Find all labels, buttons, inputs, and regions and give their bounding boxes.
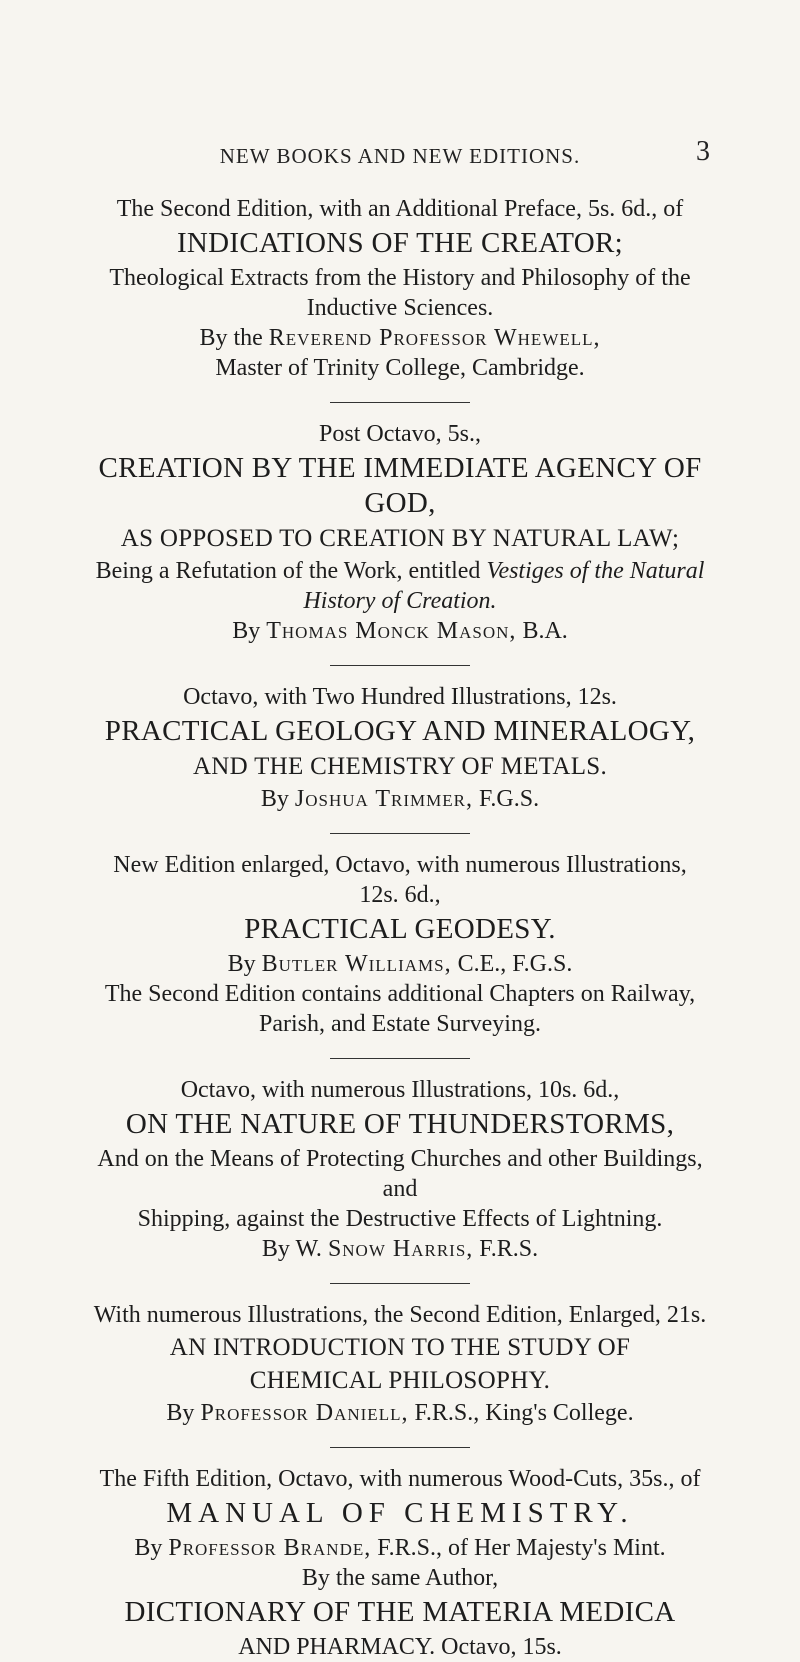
page-number: 3 [696,136,710,167]
section-divider [330,1447,470,1448]
book-entry-geology [92,682,708,814]
book-title: INDICATIONS OF THE CREATOR; [176,227,624,259]
author-name: Butler Williams, [261,951,452,977]
book-entry-chemistry-manual [92,1464,708,1662]
edition-note: Post Octavo, 5s., [319,421,481,447]
cited-work-title: Vestiges of the Natural [486,558,705,584]
book-description: The Second Edition contains additional Chapters on Railway, [104,981,696,1007]
author-line [92,949,708,979]
book-entry-geodesy [92,850,708,1039]
edition-note: The Fifth Edition, Octavo, with numerous Wood-Cuts, 35s., of [99,1466,701,1492]
book-entry-creation [92,419,708,646]
book-title: DICTIONARY OF THE MATERIA MEDICA [124,1596,676,1628]
author-prefix: By [232,618,267,644]
author-name: Joshua Trimmer, [294,786,473,812]
author-name: Reverend Professor Whewell, [268,325,601,351]
author-line [92,1234,708,1264]
author-suffix: F.G.S. [473,786,540,812]
edition-note: Octavo, with numerous Illustrations, 10s. 6d., [180,1077,620,1103]
edition-note: New Edition enlarged, Octavo, with numerous Illustrations, 12s. 6d., [113,852,687,908]
author-prefix: By [260,786,295,812]
author-line [92,616,708,646]
section-divider [330,402,470,403]
book-entry-chemical-philosophy [92,1300,708,1428]
section-divider [330,833,470,834]
section-divider [330,1283,470,1284]
author-prefix: By [134,1535,169,1561]
book-title: PRACTICAL GEODESY. [244,913,556,945]
author-line [92,784,708,814]
book-entry-indications [92,194,708,383]
edition-note: With numerous Illustrations, the Second Edition, Enlarged, 21s. [93,1302,707,1328]
running-head: NEW BOOKS AND NEW EDITIONS. [219,144,581,168]
author-suffix: F.R.S., of Her Majesty's Mint. [371,1535,666,1561]
author-suffix: F.R.S., King's College. [408,1400,634,1426]
book-title-continued: AND PHARMACY. Octavo, 15s. [238,1634,562,1660]
author-suffix: B.A. [516,618,568,644]
book-listings [92,194,708,1662]
author-prefix: By W. [261,1236,328,1262]
book-description: Parish, and Estate Surveying. [259,1011,541,1037]
book-title-continued: AND THE CHEMISTRY OF METALS. [192,753,608,780]
author-affiliation: Master of Trinity College, Cambridge. [215,355,585,381]
book-title-continued: AS OPPOSED TO CREATION BY NATURAL LAW; [120,525,680,552]
book-description: Inductive Sciences. [306,295,494,321]
edition-note: The Second Edition, with an Additional Preface, 5s. 6d., of [116,196,684,222]
book-entry-thunderstorms [92,1075,708,1264]
author-prefix: By the [199,325,269,351]
author-prefix: By [227,951,262,977]
cited-work-title: History of Creation. [303,588,497,614]
description-text: Being a Refutation of the Work, entitled [95,558,487,584]
section-divider [330,1058,470,1059]
author-name: Thomas Monck Mason, [266,618,517,644]
author-name: Professor Brande, [168,1535,372,1561]
book-description: Shipping, against the Destructive Effects of Lightning. [137,1206,663,1232]
author-line [92,323,708,353]
book-description: And on the Means of Protecting Churches and other Buildings, and [97,1146,703,1202]
author-prefix: By [166,1400,201,1426]
book-title: ON THE NATURE OF THUNDERSTORMS, [125,1108,675,1140]
author-name: Snow Harris, [327,1236,474,1262]
same-author-note: By the same Author, [301,1565,499,1591]
book-title-continued: CHEMICAL PHILOSOPHY. [249,1367,551,1394]
author-suffix: C.E., F.G.S. [451,951,573,977]
author-name: Professor Daniell, [200,1400,409,1426]
author-line [92,1398,708,1428]
book-title: AN INTRODUCTION TO THE STUDY OF [169,1334,631,1361]
book-title: MANUAL OF CHEMISTRY. [166,1497,634,1529]
book-description: Theological Extracts from the History and Philosophy of the [109,265,691,291]
author-suffix: F.R.S. [473,1236,539,1262]
section-divider [330,665,470,666]
edition-note: Octavo, with Two Hundred Illustrations, 12s. [183,684,617,710]
book-title: CREATION BY THE IMMEDIATE AGENCY OF GOD, [98,452,702,519]
book-title: PRACTICAL GEOLOGY AND MINERALOGY, [104,715,696,747]
book-description [92,556,708,586]
author-line [92,1533,708,1563]
